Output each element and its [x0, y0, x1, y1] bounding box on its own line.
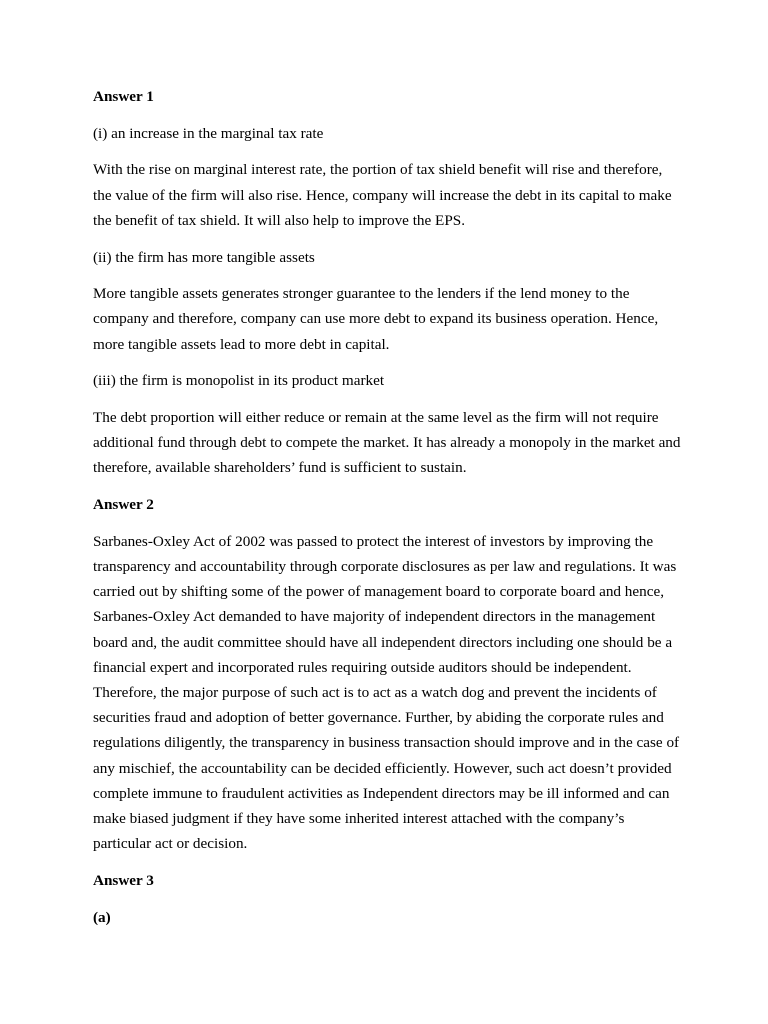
answer-2-paragraph: Sarbanes-Oxley Act of 2002 was passed to protect the interest of investors by improving the transparency and accountability through corporate disclosures as per law and regulations. It was carried out by shifting some of the power of management board to corporate board and hence, Sarbanes-Oxley Act demanded to have majority of independent directors in the management board and, the audit committee should have all independent directors including one should be a financial expert and incorporated rules requiring outside auditors should be independent. Therefore, the major purpose of such act is to act as a watch dog and prevent the incidents of securities fraud and adoption of better governance. Further, by abiding the corporate rules and regulations diligently, the transparency in business transaction should improve and in the case of any mischief, the accountability can be decided efficiently. However, such act doesn’t provided complete immune to fraudulent activities as Independent directors may be ill informed and can make biased judgment if they have some inherited interest attached with the company’s particular act or decision. [93, 532, 680, 853]
answer-1-heading: Answer 1 [93, 88, 154, 105]
answer-3-heading: Answer 3 [93, 871, 154, 889]
answer-1-paragraph-ii: More tangible assets generates stronger guarantee to the lenders if the lend money to the company and therefore, company can use more debt to expand its business operation. Hence, more tangible assets lead to more debt in capital. [93, 285, 659, 353]
answer-1-question-ii: (ii) the firm has more tangible assets [93, 248, 315, 266]
answer-1-question-iii: (iii) the firm is monopolist in its product market [93, 372, 385, 390]
answer-1-paragraph-i: With the rise on marginal interest rate, the portion of tax shield benefit will rise and therefore, the value of the firm will also rise. Hence, company will increase the debt in its capital to make the benefit of tax shield. It will also help to improve the EPS. [93, 161, 672, 229]
answer-1-paragraph-iii: The debt proportion will either reduce or remain at the same level as the firm will not require additional fund through debt to compete the market. It has already a monopoly in the market and therefore, available shareholders’ fund is sufficient to sustain. [93, 409, 681, 477]
answer-1-question-i: (i) an increase in the marginal tax rate [93, 124, 324, 142]
answer-3-subpart-a: (a) [93, 908, 111, 926]
document-page [93, 84, 683, 941]
answer-2-heading: Answer 2 [93, 496, 154, 514]
